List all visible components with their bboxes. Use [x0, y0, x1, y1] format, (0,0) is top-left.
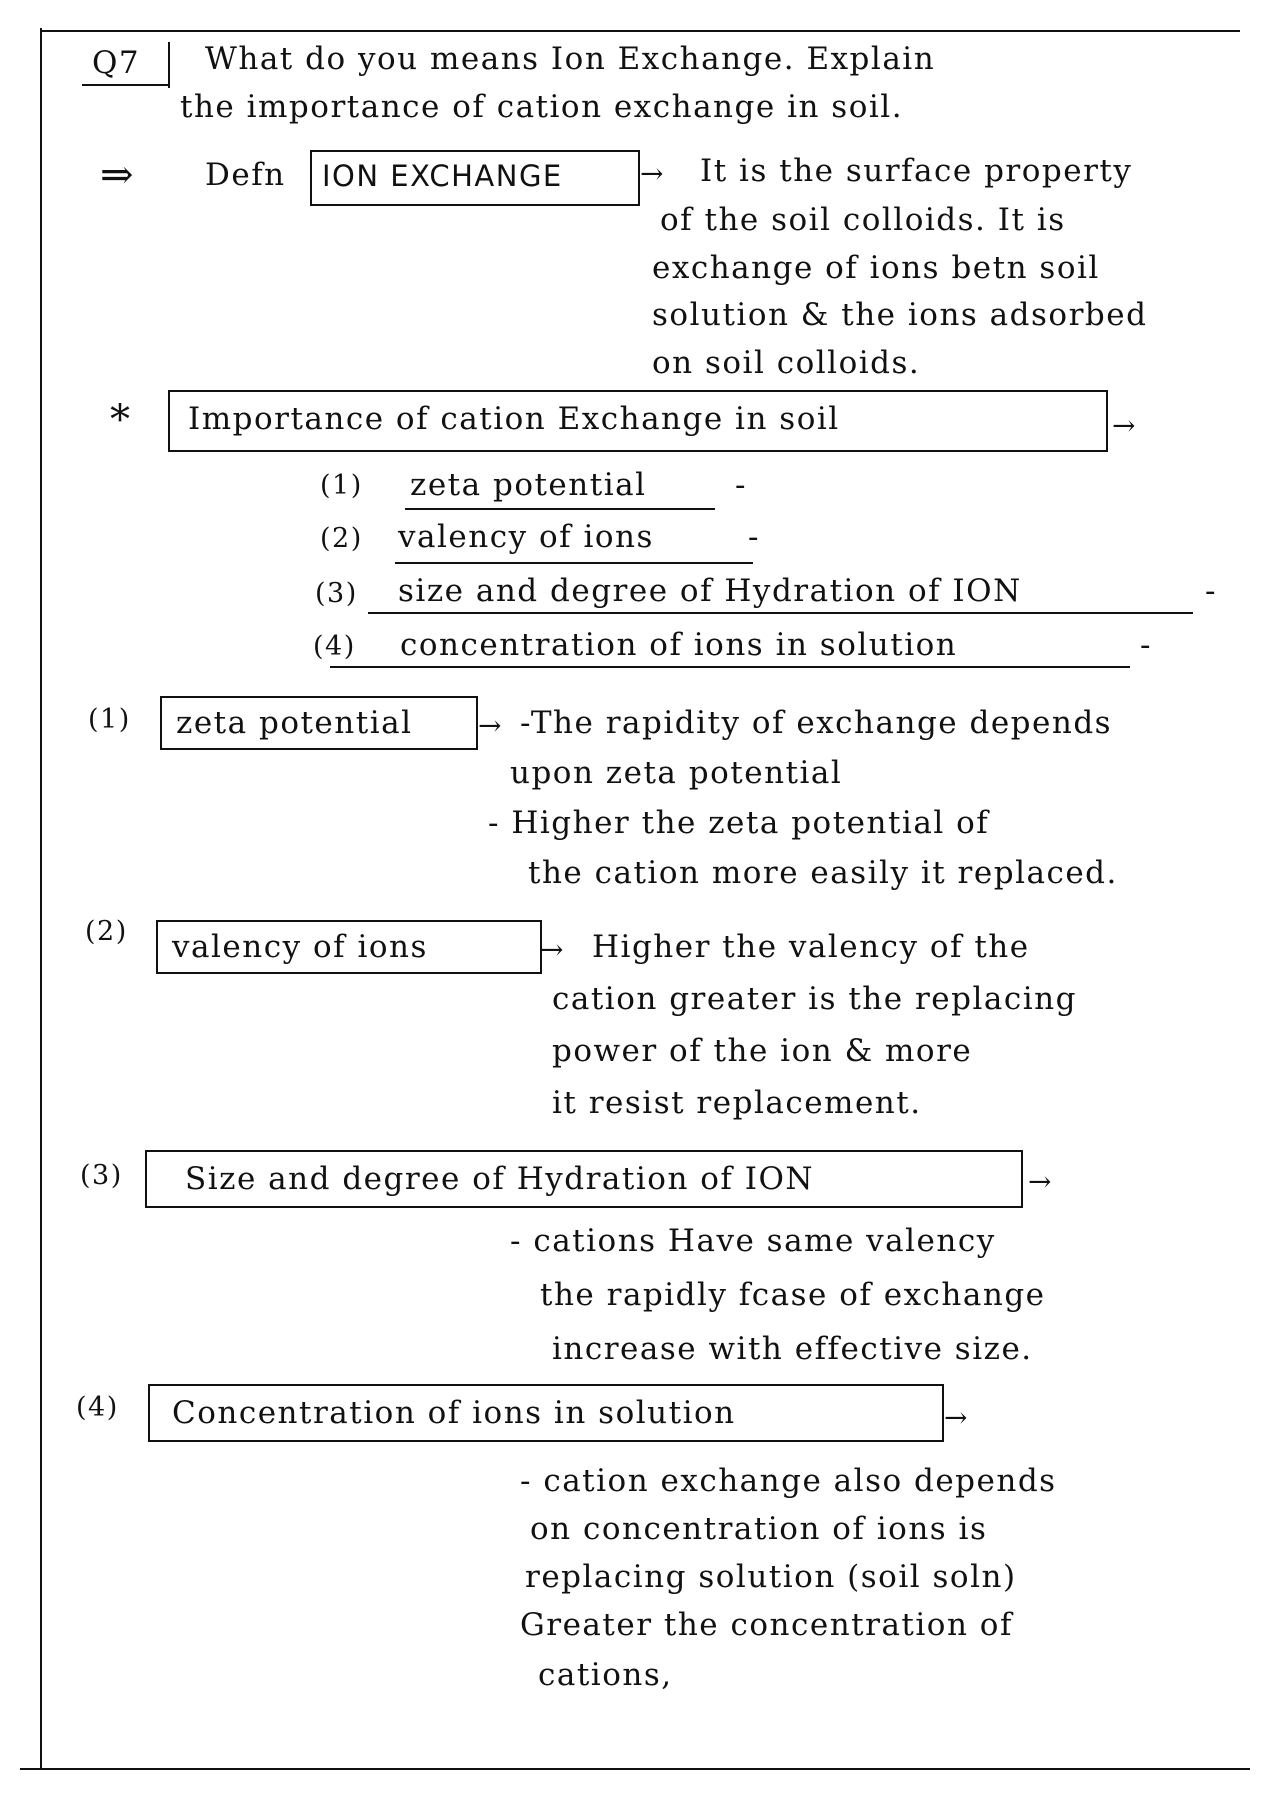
section-line: - Higher the zeta potential of: [488, 805, 990, 841]
section-arrow: →: [478, 709, 502, 742]
factor-number: (4): [313, 631, 356, 662]
section-line: upon zeta potential: [510, 755, 843, 791]
top-margin-line: [40, 30, 1240, 32]
factor-underline: [405, 508, 715, 510]
importance-title: Importance of cation Exchange in soil: [188, 401, 840, 437]
importance-arrow: →: [1112, 409, 1136, 442]
definition-term: ION EXCHANGE: [322, 159, 563, 193]
section-heading: zeta potential: [176, 705, 413, 741]
left-margin-line: [40, 28, 42, 1770]
section-line: -The rapidity of exchange depends: [520, 705, 1113, 741]
definition-line: on soil colloids.: [652, 345, 921, 381]
bottom-margin-line: [20, 1768, 1250, 1770]
factor-dash: -: [1140, 627, 1152, 663]
factor-dash: -: [735, 467, 747, 503]
section-arrow: →: [944, 1401, 968, 1434]
factor-text: concentration of ions in solution: [400, 627, 958, 663]
implies-symbol: ⇒: [100, 152, 136, 198]
factor-number: (1): [320, 470, 363, 501]
factor-underline: [368, 612, 1193, 614]
factor-dash: -: [748, 519, 760, 555]
definition-arrow: →: [640, 157, 664, 190]
definition-line: of the soil colloids. It is: [660, 202, 1066, 238]
section-line: the cation more easily it replaced.: [528, 855, 1118, 891]
importance-bullet: *: [110, 397, 132, 443]
definition-prefix: Defn: [205, 157, 286, 193]
factor-text: size and degree of Hydration of ION: [398, 573, 1022, 609]
section-line: - cations Have same valency: [510, 1223, 996, 1259]
definition-line: exchange of ions betn soil: [652, 250, 1100, 286]
section-line: Higher the valency of the: [592, 929, 1030, 965]
section-line: replacing solution (soil soln): [525, 1559, 1017, 1595]
section-heading: Size and degree of Hydration of ION: [185, 1161, 815, 1197]
section-line: it resist replacement.: [552, 1085, 922, 1121]
question-label-bar: [168, 42, 170, 88]
section-number: (1): [88, 704, 131, 735]
section-line: cation greater is the replacing: [552, 981, 1077, 1017]
section-heading: Concentration of ions in solution: [172, 1395, 736, 1431]
factor-number: (2): [320, 523, 363, 554]
factor-text: zeta potential: [410, 467, 647, 503]
section-line: the rapidly fcase of exchange: [540, 1277, 1046, 1313]
factor-text: valency of ions: [398, 519, 654, 555]
section-line: - cation exchange also depends: [520, 1463, 1057, 1499]
section-line: on concentration of ions is: [530, 1511, 988, 1547]
question-label: Q7: [92, 45, 141, 81]
section-arrow: →: [1028, 1165, 1052, 1198]
section-number: (4): [76, 1392, 119, 1423]
section-number: (3): [80, 1160, 123, 1191]
section-heading: valency of ions: [172, 929, 428, 965]
section-arrow: →: [540, 933, 564, 966]
section-line: Greater the concentration of: [520, 1607, 1013, 1643]
section-line: increase with effective size.: [552, 1331, 1033, 1367]
question-line-1: What do you means Ion Exchange. Explain: [205, 41, 936, 77]
question-label-underline: [82, 84, 170, 86]
definition-line: It is the surface property: [700, 153, 1133, 189]
question-line-2: the importance of cation exchange in soil.: [180, 89, 904, 125]
section-line: power of the ion & more: [552, 1033, 973, 1069]
section-line: cations,: [538, 1657, 673, 1693]
factor-number: (3): [315, 578, 358, 609]
section-number: (2): [85, 916, 128, 947]
factor-underline: [330, 666, 1130, 668]
factor-dash: -: [1205, 573, 1217, 609]
factor-underline: [395, 562, 753, 564]
definition-line: solution & the ions adsorbed: [652, 297, 1148, 333]
